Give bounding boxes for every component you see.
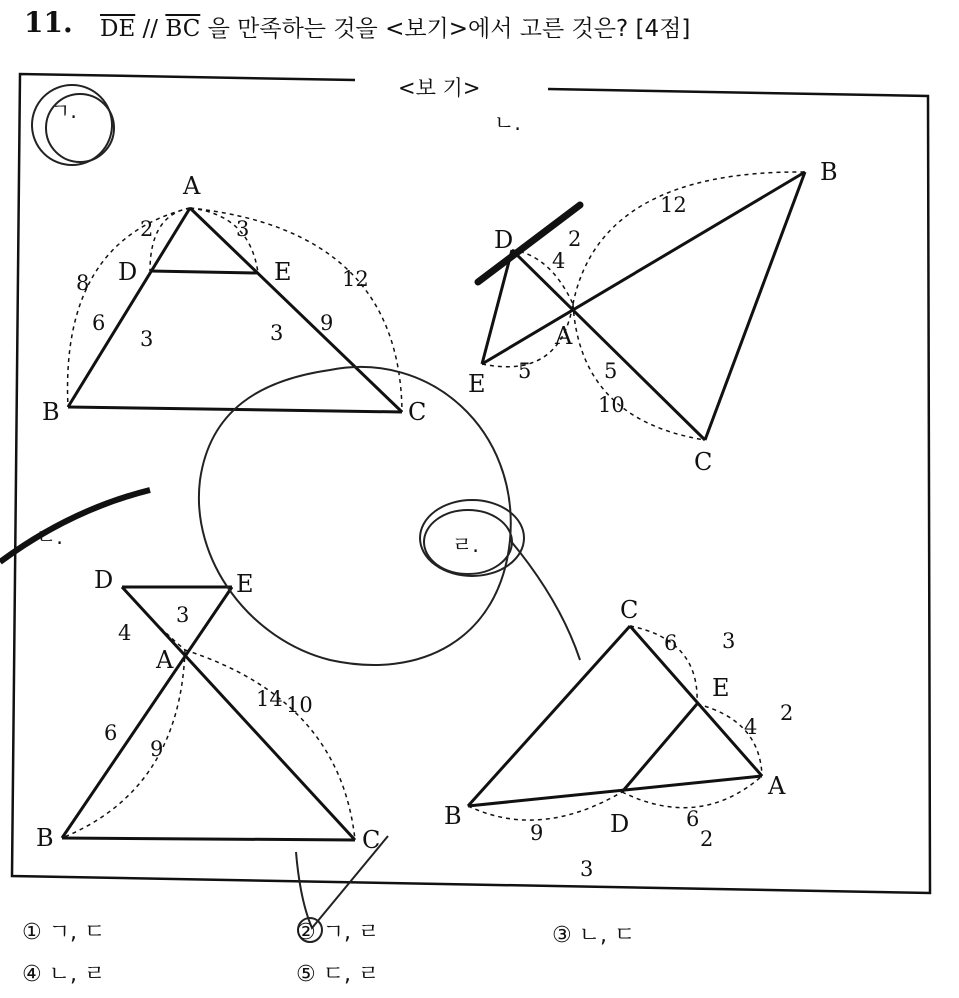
value-da: 4: [552, 249, 566, 273]
question-body: 을 만족하는 것을 <보기>에서 고른 것은? [4점]: [207, 16, 691, 42]
figure-n: [468, 111, 838, 476]
point-d: D: [494, 226, 514, 254]
value-ab: 12: [660, 193, 687, 217]
handwritten-value: 2: [780, 701, 794, 725]
segment-de: [622, 704, 697, 792]
handwritten-value: 3: [140, 327, 154, 351]
segment-de: $\overline{DE}$: [100, 16, 136, 42]
choice-1[interactable]: [22, 915, 105, 946]
choice-text: ㄱ, ㄹ: [322, 920, 380, 945]
value-ae: 3: [236, 217, 250, 241]
figure-label: ㄹ.: [452, 533, 479, 557]
point-c: C: [694, 448, 713, 476]
point-b: B: [36, 824, 54, 852]
question-number: 11.: [24, 6, 73, 39]
segment-bc: [62, 838, 355, 840]
handwritten-value: 6: [92, 311, 106, 335]
point-e: E: [274, 258, 292, 286]
value-ad: 2: [140, 217, 154, 241]
point-d: D: [94, 566, 114, 594]
point-b: B: [444, 802, 462, 830]
parallel-symbol: //: [142, 16, 159, 42]
segment-bc: $\overline{BC}$: [165, 16, 201, 42]
choice-5[interactable]: [296, 957, 379, 988]
choice-text: ㄴ, ㄹ: [48, 962, 106, 987]
segment-de: [150, 271, 258, 273]
point-e: E: [712, 674, 730, 702]
point-c: C: [620, 596, 639, 624]
value-ac: 14: [256, 687, 283, 711]
value-ac: 12: [342, 267, 369, 291]
point-a: A: [768, 772, 786, 800]
point-b: B: [820, 158, 838, 186]
segment-bc: [705, 172, 805, 440]
point-d: D: [118, 258, 138, 286]
value-da: 4: [118, 621, 132, 645]
handwritten-value: 10: [286, 693, 313, 717]
choice-text: ㄷ, ㄹ: [322, 962, 380, 987]
value-ae: 3: [176, 603, 190, 627]
point-a: A: [183, 172, 201, 200]
figure-label: ㄴ.: [494, 111, 521, 135]
choice-number: ②: [296, 920, 316, 945]
handwritten-value: 9: [320, 311, 334, 335]
choice-text: ㄴ, ㄷ: [578, 923, 636, 948]
value-ab: 9: [150, 737, 164, 761]
handwritten-value: 5: [604, 359, 618, 383]
handwritten-value: 2: [700, 827, 714, 851]
choice-number: ①: [22, 920, 42, 945]
example-box-label: <보 기>: [392, 72, 486, 102]
figure-g: [32, 85, 426, 426]
figure-label: ㄱ.: [50, 99, 77, 123]
value-ce: 6: [664, 631, 678, 655]
figure-label: ㄷ.: [36, 525, 63, 549]
segment-cb: [468, 626, 630, 806]
point-c: C: [362, 826, 381, 854]
point-c: C: [408, 398, 427, 426]
segment-ca: [630, 626, 762, 776]
point-a: A: [156, 646, 174, 674]
figure-r: [420, 500, 793, 881]
handwritten-value: 2: [568, 227, 582, 251]
value-bd: 9: [530, 821, 544, 845]
handwritten-value: 3: [580, 857, 594, 881]
point-d: D: [610, 810, 630, 838]
choice-2[interactable]: [296, 915, 379, 946]
value-ea: 4: [744, 715, 758, 739]
handwritten-value: 6: [104, 721, 118, 745]
value-ea: 5: [518, 359, 532, 383]
segment-eb: [62, 587, 232, 838]
choice-3[interactable]: [552, 918, 635, 949]
point-e: E: [236, 570, 254, 598]
choice-number: ④: [22, 962, 42, 987]
value-da: 6: [686, 807, 700, 831]
segment-ac: [190, 208, 402, 412]
choice-number: ③: [552, 923, 572, 948]
point-b: B: [42, 398, 60, 426]
point-a: A: [555, 322, 573, 350]
choice-number: ⑤: [296, 962, 316, 987]
handwritten-value: 3: [722, 629, 736, 653]
choice-text: ㄱ, ㄷ: [48, 920, 106, 945]
value-ac: 10: [598, 393, 625, 417]
segment-ab: [68, 208, 190, 407]
example-box: [12, 74, 930, 893]
choice-4[interactable]: [22, 957, 105, 988]
handwritten-value: 3: [270, 321, 284, 345]
point-e: E: [468, 370, 486, 398]
figure-d: [0, 490, 380, 854]
value-ab: 8: [76, 271, 90, 295]
